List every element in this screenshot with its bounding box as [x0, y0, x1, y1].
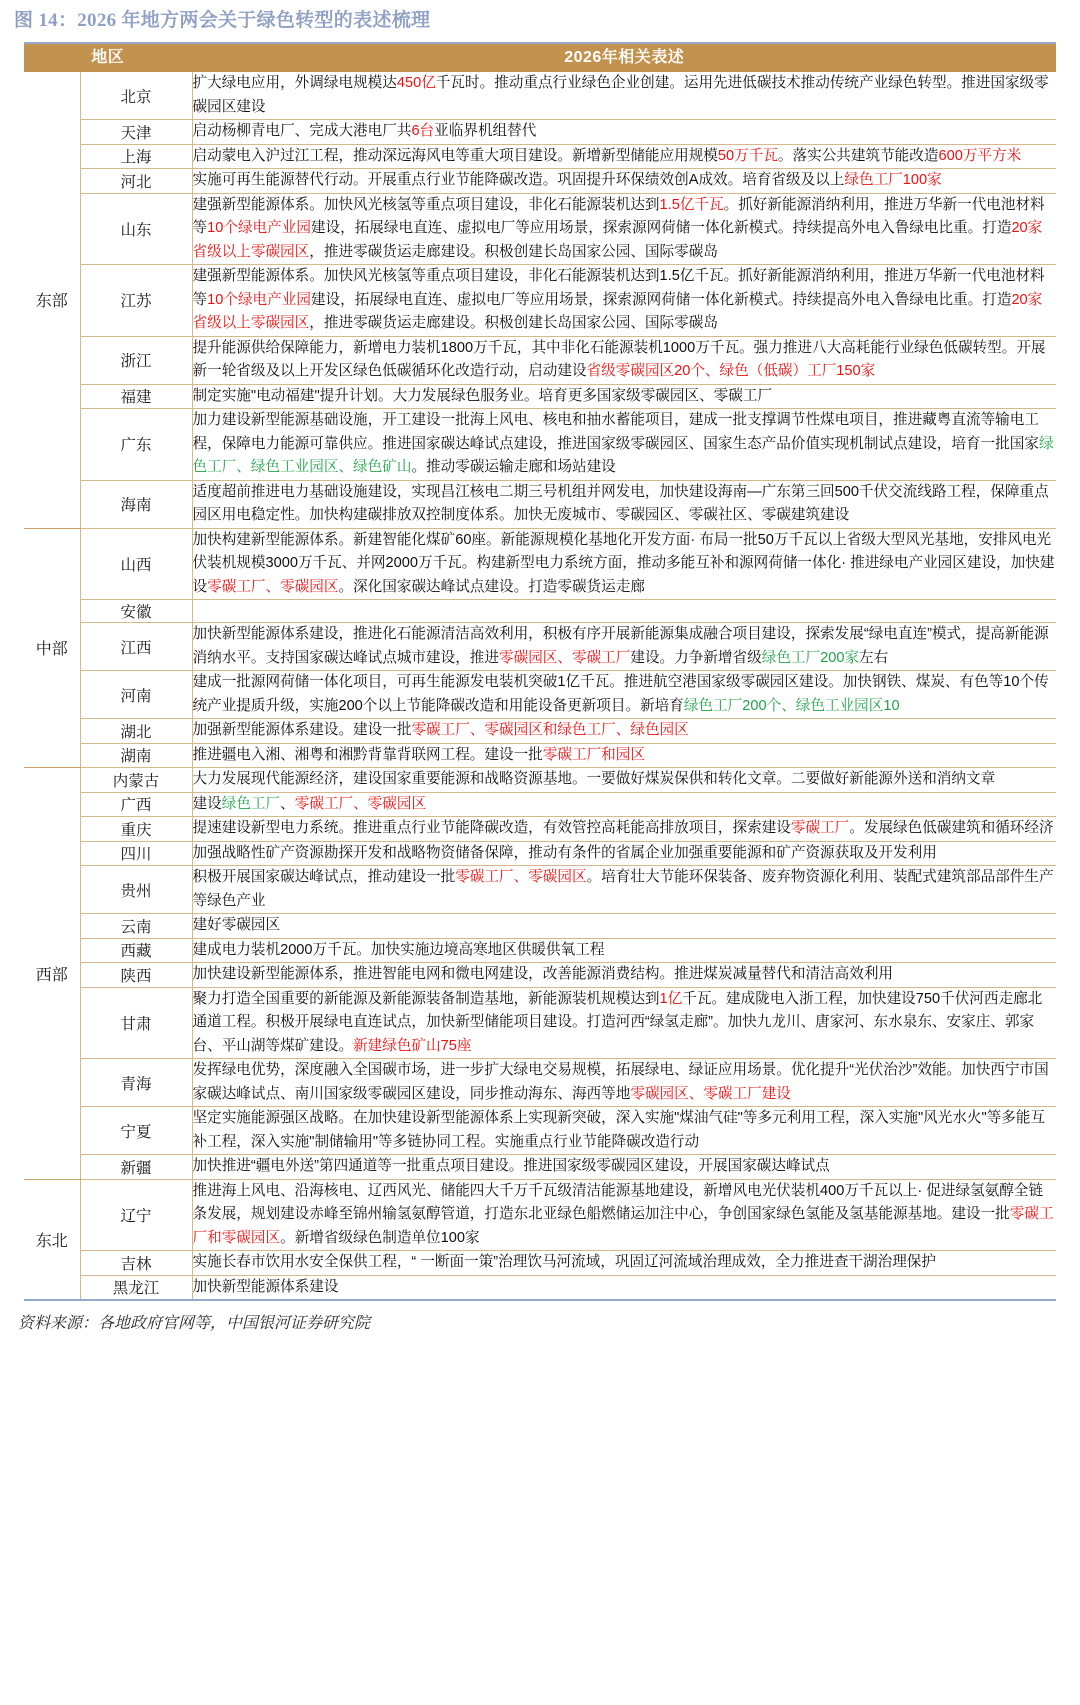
statement-cell: [192, 1107, 1056, 1155]
province-label: 天津: [80, 120, 192, 145]
plain-text: 提速建设新型电力系统。推进重点行业节能降碳改造，有效管控高耗能高排放项目，探索建设: [192, 820, 791, 836]
plain-text: ，推进零碳货运走廊建设。积极创建长岛国家公园、国际零碳岛: [309, 315, 718, 331]
statement-cell: [192, 336, 1056, 384]
statement-cell: [192, 72, 1056, 120]
statement-cell: [192, 1059, 1056, 1107]
province-label: 上海: [80, 144, 192, 169]
table-row: [24, 841, 1056, 866]
table-header-row: [24, 44, 1056, 72]
province-label: 重庆: [80, 817, 192, 842]
statement-cell: [192, 963, 1056, 988]
statement-cell: [192, 384, 1056, 409]
plain-text: 建设。力争新增省级: [630, 649, 762, 666]
table-row: [24, 120, 1056, 145]
plain-text: 建设: [192, 795, 222, 812]
table-row: [24, 600, 1056, 623]
plain-text: 。落实公共建筑节能改造: [777, 147, 939, 164]
table-row: [24, 1059, 1056, 1107]
province-label: 湖北: [80, 719, 192, 744]
statement-cell: [192, 169, 1056, 194]
highlight-red-text: 新建绿色矿山75座: [353, 1037, 472, 1054]
statement-cell: [192, 623, 1056, 671]
plain-text: 启动杨柳青电厂、完成大港电厂共: [192, 123, 412, 139]
table-row: [24, 528, 1056, 600]
green-transition-table: [24, 44, 1056, 1299]
table-row: [24, 193, 1056, 265]
highlight-red-text: 零碳工厂: [790, 820, 850, 836]
province-label: 山东: [80, 193, 192, 265]
statement-cell: [192, 193, 1056, 265]
plain-text: 积极开展国家碳达峰试点，推动建设一批: [192, 869, 456, 885]
plain-text: 加快新型能源体系建设: [192, 1278, 339, 1295]
table-row: [24, 914, 1056, 939]
table-row: [24, 623, 1056, 671]
highlight-red-text: 零碳工厂和零碳园区: [192, 1206, 1054, 1246]
region-label: 中部: [24, 528, 80, 768]
highlight-red-text: 零碳工厂、零碳园区: [455, 869, 587, 885]
statement-cell: [192, 719, 1056, 744]
province-label: 内蒙古: [80, 768, 192, 793]
province-label: 新疆: [80, 1155, 192, 1180]
table-row: [24, 1275, 1056, 1299]
plain-text: 坚定实施能源强区战略。在加快建设新型能源体系上实现新突破，深入实施"煤油气硅"等多元利用工程，深入实施"风光水火"等多能互补工程，深入实施"制储输用"等多链协同工程。实施重点行业节能降碳改造行动: [192, 1110, 1046, 1150]
highlight-red-text: 20家省级以上零碳园区: [192, 291, 1043, 331]
region-label: 东北: [24, 1179, 80, 1299]
highlight-red-text: 50万千瓦: [717, 147, 778, 164]
plain-text: 建设，拓展绿电直连、虚拟电厂等应用场景，探索源网荷储一体化新模式。持续提高外电入鲁绿电比重。打造: [310, 291, 1012, 308]
plain-text: 。新增省级绿色制造单位100家: [280, 1229, 480, 1246]
province-label: 吉林: [80, 1251, 192, 1276]
highlight-red-text: 零碳工厂和园区: [542, 746, 645, 763]
statement-cell: [192, 1179, 1056, 1251]
province-label: 甘肃: [80, 987, 192, 1059]
province-label: 广西: [80, 792, 192, 817]
table-row: [24, 480, 1056, 528]
highlight-red-text: 600万平方米: [938, 147, 1022, 164]
region-label: 东部: [24, 72, 80, 528]
statement-cell: [192, 671, 1056, 719]
statement-cell: [192, 528, 1056, 600]
plain-text: ，推进零碳货运走廊建设。积极创建长岛国家公园、国际零碳岛: [309, 243, 718, 260]
plain-text: 适度超前推进电力基础设施建设，实现昌江核电二期三号机组并网发电，加快建设海南—广东第三回500千伏交流线路工程，保障重点园区用电稳定性。加快构建碳排放双控制度体系。加快无废城市、零碳园区、零碳社区、零碳建筑建设: [192, 483, 1049, 523]
plain-text: 推进海上风电、沿海核电、辽西风光、储能四大千万千瓦级清洁能源基地建设，新增风电光伏装机400万千瓦以上· 促进绿氢氨醇全链条发展，规划建设赤峰至锦州输氢氨醇管道，打造东北亚绿色船燃储运加注中心，争创国家绿色氢能及氢基能源基地。建设一批: [192, 1182, 1044, 1222]
plain-text: 加强战略性矿产资源勘探开发和战略物资储备保障，推动有条件的省属企业加强重要能源和矿产资源获取及开发利用: [192, 844, 937, 861]
statement-cell: [192, 600, 1056, 623]
plain-text: 制定实施"电动福建"提升计划。大力发展绿色服务业。培育更多国家级零碳园区、零碳工厂: [192, 387, 773, 404]
column-header-region: 地区: [24, 44, 192, 72]
plain-text: 启动蒙电入沪过江工程，推动深远海风电等重大项目建设。新增新型储能应用规模: [192, 147, 718, 164]
plain-text: 左右: [859, 649, 889, 666]
table-row: [24, 336, 1056, 384]
statement-cell: [192, 1155, 1056, 1180]
province-label: 广东: [80, 409, 192, 481]
province-label: 北京: [80, 72, 192, 120]
province-label: 海南: [80, 480, 192, 528]
statement-cell: [192, 1251, 1056, 1276]
statement-cell: [192, 409, 1056, 481]
plain-text: 。抓好新能源消纳利用，推进万华新一代电池材料等: [192, 196, 1045, 236]
statement-cell: [192, 987, 1056, 1059]
statement-cell: [192, 841, 1056, 866]
province-label: 河北: [80, 169, 192, 194]
province-label: 山西: [80, 528, 192, 600]
highlight-red-text: 零碳工厂、零碳园区: [207, 578, 339, 595]
statement-cell: [192, 938, 1056, 963]
table-row: [24, 1155, 1056, 1180]
statement-cell: [192, 120, 1056, 145]
plain-text: 。推动零碳运输走廊和场站建设: [411, 459, 616, 475]
figure-title: 图 14：2026 年地方两会关于绿色转型的表述梳理: [14, 10, 431, 31]
table-row: [24, 938, 1056, 963]
statement-cell: [192, 914, 1056, 939]
province-label: 福建: [80, 384, 192, 409]
plain-text: 。发展绿色低碳建筑和循环经济: [849, 820, 1054, 836]
plain-text: 建强新型能源体系。加快风光核氢等重点项目建设，非化石能源装机达到: [192, 196, 660, 213]
column-header-statement: 2026年相关表述: [192, 44, 1056, 72]
plain-text: 建好零碳园区: [192, 917, 281, 933]
province-label: 河南: [80, 671, 192, 719]
statement-cell: [192, 792, 1056, 817]
table-row: [24, 792, 1056, 817]
highlight-green-text: 绿色工厂200个、绿色工业园区10: [683, 697, 900, 714]
highlight-red-text: 20家省级以上零碳园区: [192, 220, 1043, 260]
plain-text: 发挥绿电优势，深度融入全国碳市场，进一步扩大绿电交易规模，拓展绿电、绿证应用场景。优化提升“光伏治沙”效能。加快西宁市国家碳达峰试点、南川国家级零碳园区建设，同步推动海东、海西等地: [192, 1062, 1049, 1102]
province-label: 安徽: [80, 600, 192, 623]
statement-cell: [192, 817, 1056, 842]
province-label: 贵州: [80, 866, 192, 914]
plain-text: 大力发展现代能源经济，建设国家重要能源和战略资源基地。一要做好煤炭保供和转化文章。二要做好新能源外送和消纳文章: [192, 771, 996, 787]
table-row: [24, 743, 1056, 768]
plain-text: 千瓦。建成陇电入浙工程，加快建设750千伏河西走廊北通道工程。积极开展绿电直连试点，加快新型储能项目建设。打造河西“绿氢走廊”。加快九龙川、唐家河、东水泉东、安家庄、郭家台、平山湖等煤矿建设。: [192, 990, 1043, 1054]
highlight-red-text: 绿色工厂100家: [844, 172, 942, 188]
table-row: [24, 866, 1056, 914]
province-label: 黑龙江: [80, 1275, 192, 1299]
table-row: [24, 719, 1056, 744]
highlight-green-text: 绿色工厂、绿色工业园区、绿色矿山: [192, 435, 1054, 475]
table-container: [24, 42, 1056, 1301]
table-row: [24, 384, 1056, 409]
plain-text: 亚临界机组替代: [434, 123, 537, 139]
province-label: 西藏: [80, 938, 192, 963]
province-label: 青海: [80, 1059, 192, 1107]
plain-text: 聚力打造全国重要的新能源及新能源装备制造基地，新能源装机规模达到: [192, 990, 660, 1007]
plain-text: 建成一批源网荷储一体化项目，可再生能源发电装机突破1亿千瓦。推进航空港国家级零碳园区建设。加快钢铁、煤炭、有色等10个传统产业提质升级，实施200个以上节能降碳改造和用能设备更新项目。新培育: [192, 674, 1049, 714]
province-label: 宁夏: [80, 1107, 192, 1155]
table-row: [24, 72, 1056, 120]
province-label: 云南: [80, 914, 192, 939]
plain-text: 实施可再生能源替代行动。开展重点行业节能降碳改造。巩固提升环保绩效创A成效。培育省级及以上: [192, 172, 845, 188]
statement-cell: [192, 743, 1056, 768]
highlight-red-text: 6台: [411, 123, 435, 139]
province-label: 四川: [80, 841, 192, 866]
province-label: 湖南: [80, 743, 192, 768]
highlight-green-text: 绿色工厂200家: [761, 649, 860, 666]
plain-text: 建设，拓展绿电直连、虚拟电厂等应用场景，探索源网荷储一体化新模式。持续提高外电入鲁绿电比重。打造: [310, 220, 1012, 236]
table-body: [24, 72, 1056, 1299]
plain-text: 实施长春市饮用水安全保供工程，“ 一断面一策”治理饮马河流域，巩固辽河流域治理成效，全力推进查干湖治理保护: [192, 1254, 936, 1270]
table-header: [24, 44, 1056, 72]
highlight-red-text: 450亿: [396, 75, 436, 91]
highlight-red-text: 零碳园区、零碳工厂: [499, 649, 631, 666]
table-row: [24, 817, 1056, 842]
plain-text: 加快推进“疆电外送”第四通道等一批重点项目建设。推进国家级零碳园区建设，开展国家碳达峰试点: [192, 1158, 830, 1174]
table-row: [24, 144, 1056, 169]
province-label: 浙江: [80, 336, 192, 384]
highlight-red-text: 10个绿电产业园: [207, 220, 311, 236]
plain-text: 加强新型能源体系建设。建设一批: [192, 722, 412, 738]
highlight-red-text: 1.5亿千瓦: [659, 196, 724, 213]
province-label: 陕西: [80, 963, 192, 988]
plain-text: 建成电力装机2000万千瓦。加快实施边境高寒地区供暖供氧工程: [192, 941, 605, 958]
statement-cell: [192, 265, 1056, 337]
plain-text: 建强新型能源体系。加快风光核氢等重点项目建设，非化石能源装机达到1.5亿千瓦。抓好新能源消纳利用，推进万华新一代电池材料等: [192, 268, 1045, 308]
statement-cell: [192, 480, 1056, 528]
table-row: [24, 1107, 1056, 1155]
plain-text: 提升能源供给保障能力，新增电力装机1800万千瓦，其中非化石能源装机1000万千瓦。强力推进八大高耗能行业绿色低碳转型。开展新一轮省级及以上开发区绿色低碳循环化改造行动，启动建设: [192, 339, 1046, 379]
statement-cell: [192, 144, 1056, 169]
plain-text: 。培育壮大节能环保装备、废弃物资源化利用、装配式建筑部品部件生产等绿色产业: [192, 869, 1054, 909]
highlight-green-text: 绿色工厂: [221, 795, 281, 812]
table-row: [24, 963, 1056, 988]
plain-text: 。深化国家碳达峰试点建设。打造零碳货运走廊: [338, 578, 645, 595]
plain-text: 加快构建新型能源体系。新建智能化煤矿60座。新能源规模化基地化开发方面· 布局一批50万千瓦以上省级大型风光基地，安排风电光伏装机规模3000万千瓦、并网2000万千瓦。构建新型电力系统方面，推动多能互补和源网荷储一体化· 推进绿电产业园区建设，加快建设: [192, 531, 1055, 595]
highlight-red-text: 零碳工厂、零碳园区: [294, 795, 427, 812]
table-row: [24, 265, 1056, 337]
province-label: 江西: [80, 623, 192, 671]
table-row: [24, 671, 1056, 719]
province-label: 江苏: [80, 265, 192, 337]
plain-text: 推进疆电入湘、湘粤和湘黔背靠背联网工程。建设一批: [192, 746, 543, 763]
highlight-red-text: 1亿: [659, 990, 683, 1007]
plain-text: 、: [280, 795, 295, 812]
table-row: [24, 1251, 1056, 1276]
province-label: 辽宁: [80, 1179, 192, 1251]
figure-source: 资料来源：各地政府官网等，中国银河证券研究院: [18, 1315, 371, 1332]
statement-cell: [192, 768, 1056, 793]
highlight-red-text: 零碳工厂、零碳园区和绿色工厂、绿色园区: [411, 722, 689, 738]
plain-text: 加快新型能源体系建设，推进化石能源清洁高效利用，积极有序开展新能源集成融合项目建设，探索发展“绿电直连”模式，提高新能源消纳水平。支持国家碳达峰试点城市建设，推进: [192, 626, 1049, 666]
region-label: 西部: [24, 768, 80, 1180]
table-row: [24, 169, 1056, 194]
plain-text: 加快建设新型能源体系，推进智能电网和微电网建设，改善能源消费结构。推进煤炭减量替代和清洁高效利用: [192, 966, 894, 982]
table-row: [24, 1179, 1056, 1251]
table-row: [24, 768, 1056, 793]
plain-text: 千瓦时。推动重点行业绿色企业创建。运用先进低碳技术推动传统产业绿色转型。推进国家级零碳园区建设: [192, 75, 1049, 115]
highlight-red-text: 零碳园区、零碳工厂建设: [630, 1085, 791, 1102]
table-row: [24, 409, 1056, 481]
highlight-red-text: 10个绿电产业园: [207, 291, 311, 308]
plain-text: 扩大绿电应用，外调绿电规模达: [192, 75, 397, 91]
highlight-red-text: 省级零碳园区20个、绿色（低碳）工厂150家: [586, 363, 876, 379]
statement-cell: [192, 1275, 1056, 1299]
statement-cell: [192, 866, 1056, 914]
plain-text: 加力建设新型能源基础设施，开工建设一批海上风电、核电和抽水蓄能项目，建成一批支撑调节性煤电项目，推进藏粤直流等输电工程，保障电力能源可靠供应。推进国家碳达峰试点建设，推进国家级零碳园区、国家生态产品价值实现机制试点建设，培育一批国家: [192, 412, 1039, 452]
table-row: [24, 987, 1056, 1059]
